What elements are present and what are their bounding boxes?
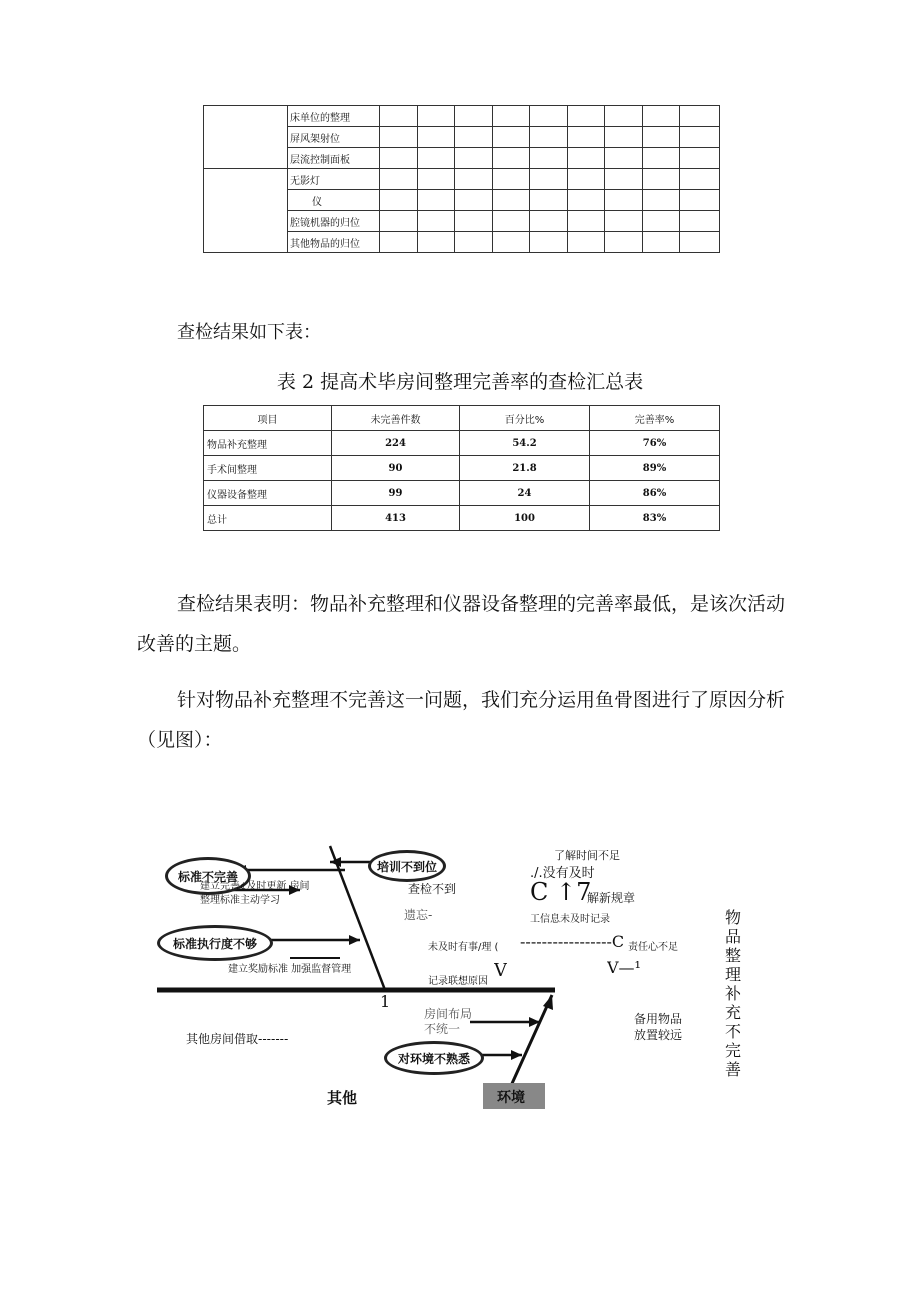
summary-header-cell: 项目 — [204, 406, 332, 431]
label-environment: 环境 — [497, 1090, 525, 1106]
summary-value-cell: 83% — [590, 506, 720, 531]
label-borrow: 其他房间借取------- — [186, 1032, 289, 1046]
summary-value-cell: 76% — [590, 431, 720, 456]
summary-value-cell: 100 — [460, 506, 590, 531]
label-reward: 建立奖励标准 加强监督管理 — [228, 964, 352, 975]
label-responsibility: 责任心不足 — [628, 942, 678, 953]
oval-standard-execution: 标准执行度不够 — [157, 925, 273, 961]
label-not-timely: 未及时有事/理 ( — [428, 942, 499, 953]
label-other: 其他 — [327, 1089, 358, 1107]
label-not-unified: 不统一 — [424, 1022, 461, 1036]
label-time-short: 了解时间不足 — [554, 849, 620, 862]
label-new-rules: 解新规章 — [587, 891, 636, 905]
checklist-item-label: 仪 — [288, 190, 380, 211]
label-learn-standard: 整理标准主动学习 — [200, 895, 280, 906]
label-placed-far: 放置较远 — [634, 1028, 683, 1042]
label-info-unrecorded: 工信息未及时记录 — [530, 914, 610, 925]
label-room-layout: 房间布局 — [424, 1007, 473, 1021]
result-paragraph: 查检结果表明：物品补充整理和仪器设备整理的完善率最低，是该次活动改善的主题。 — [137, 593, 786, 655]
analysis-paragraph: 针对物品补充整理不完善这一问题，我们充分运用鱼骨图进行了原因分析（见图）： — [137, 689, 786, 751]
checklist-item-label: 床单位的整理 — [288, 106, 380, 127]
label-record-reason: 记录联想原因 — [428, 976, 488, 985]
summary-header-cell: 百分比% — [460, 406, 590, 431]
checklist-item-label: 无影灯 — [288, 169, 380, 190]
label-c7: C ↑7 — [530, 878, 592, 906]
label-one: 1 — [380, 992, 391, 1011]
summary-value-cell: 99 — [332, 481, 460, 506]
summary-item-cell: 仪器设备整理 — [204, 481, 332, 506]
summary-value-cell: 21.8 — [460, 456, 590, 481]
oval-environment-unfamiliar: 对环境不熟悉 — [384, 1041, 484, 1075]
label-v2: V—¹ — [607, 958, 641, 977]
summary-value-cell: 54.2 — [460, 431, 590, 456]
summary-value-cell: 413 — [332, 506, 460, 531]
summary-value-cell: 24 — [460, 481, 590, 506]
summary-item-cell: 总计 — [204, 506, 332, 531]
label-dashes-c: -----------------C — [520, 932, 625, 951]
checklist-item-label: 层流控制面板 — [288, 148, 380, 169]
summary-header-cell: 完善率% — [590, 406, 720, 431]
label-spare-items: 备用物品 — [634, 1012, 683, 1026]
checklist-item-label: 腔镜机器的归位 — [288, 211, 380, 232]
label-update-standard: 建立完善¢及时更新 房间 — [200, 881, 310, 892]
summary-value-cell: 224 — [332, 431, 460, 456]
label-no-timely: ./.没有及时 — [530, 866, 595, 881]
summary-value-cell: 90 — [332, 456, 460, 481]
label-v1: V — [494, 960, 507, 981]
oval-training: 培训不到位 — [368, 850, 446, 882]
summary-value-cell: 89% — [590, 456, 720, 481]
intro-text: 查检结果如下表： — [177, 322, 321, 343]
summary-item-cell: 手术间整理 — [204, 456, 332, 481]
checklist-item-label: 其他物品的归位 — [288, 232, 380, 253]
table2-caption: 表 2 提高术毕房间整理完善率的查检汇总表 — [276, 371, 644, 393]
checklist-item-label: 屏风架射位 — [288, 127, 380, 148]
label-check-missing: 查检不到 — [408, 882, 457, 896]
summary-value-cell: 86% — [590, 481, 720, 506]
label-forget: 遗忘- — [404, 908, 433, 922]
summary-header-cell: 未完善件数 — [332, 406, 460, 431]
oval-standard-incomplete: 标准不完善 — [165, 857, 251, 895]
fishbone-title: 物品整理补充不完善 — [724, 908, 741, 1079]
summary-item-cell: 物品补充整理 — [204, 431, 332, 456]
